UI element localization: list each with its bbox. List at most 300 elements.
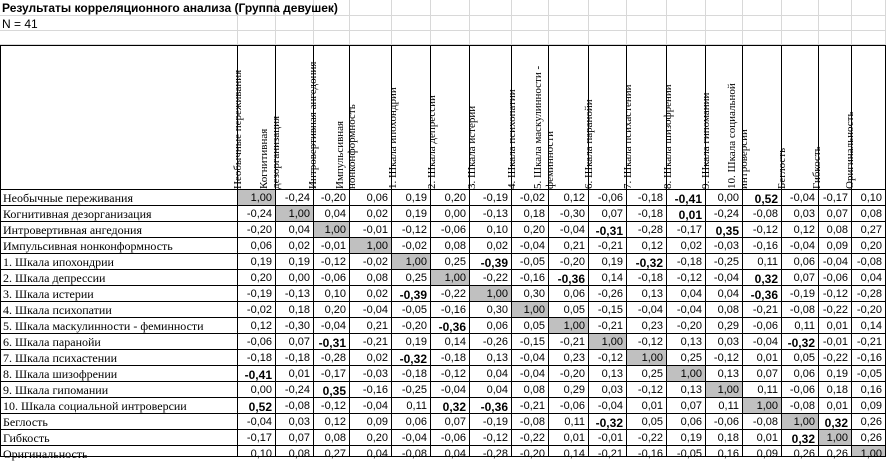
row-label[interactable]: 1. Шкала ипохондрии (0, 254, 238, 270)
correlation-cell[interactable]: -0,06 (743, 318, 782, 334)
correlation-cell[interactable]: -0,22 (819, 350, 852, 366)
empty-cell[interactable] (470, 0, 512, 16)
correlation-cell[interactable]: 0,04 (706, 286, 743, 302)
correlation-cell[interactable]: -0,36 (549, 270, 589, 286)
correlation-cell[interactable]: -0,12 (667, 270, 706, 286)
empty-cell[interactable] (431, 31, 470, 45)
correlation-cell[interactable]: -0,22 (512, 430, 549, 446)
correlation-cell[interactable]: -0,20 (667, 318, 706, 334)
correlation-cell[interactable]: 0,07 (276, 334, 314, 350)
correlation-cell[interactable]: 0,11 (743, 382, 782, 398)
correlation-cell[interactable]: -0,05 (667, 446, 706, 457)
correlation-cell[interactable]: -0,04 (350, 302, 392, 318)
correlation-cell[interactable]: 1,00 (549, 318, 589, 334)
correlation-cell[interactable]: -0,18 (392, 366, 431, 382)
correlation-cell[interactable]: -0,12 (314, 254, 350, 270)
correlation-cell[interactable]: -0,06 (706, 414, 743, 430)
empty-cell[interactable] (549, 0, 589, 16)
correlation-cell[interactable]: 1,00 (667, 366, 706, 382)
correlation-cell[interactable]: 0,11 (392, 398, 431, 414)
empty-cell[interactable] (314, 31, 350, 45)
correlation-cell[interactable]: -0,20 (314, 190, 350, 206)
correlation-cell[interactable]: -0,39 (392, 286, 431, 302)
correlation-cell[interactable]: -0,13 (276, 286, 314, 302)
correlation-cell[interactable]: -0,20 (549, 366, 589, 382)
correlation-cell[interactable]: -0,32 (627, 254, 667, 270)
correlation-cell[interactable]: 0,13 (667, 382, 706, 398)
correlation-cell[interactable]: 1,00 (350, 238, 392, 254)
correlation-cell[interactable]: 0,26 (819, 446, 852, 457)
correlation-cell[interactable]: -0,08 (512, 414, 549, 430)
correlation-cell[interactable]: 0,20 (350, 430, 392, 446)
correlation-cell[interactable]: -0,18 (276, 350, 314, 366)
empty-cell[interactable] (350, 16, 392, 31)
correlation-cell[interactable]: 0,32 (819, 414, 852, 430)
correlation-cell[interactable]: 0,06 (782, 254, 819, 270)
column-header[interactable] (844, 45, 886, 190)
blank-row-cell[interactable] (0, 31, 238, 45)
correlation-cell[interactable]: -0,02 (350, 254, 392, 270)
correlation-cell[interactable]: 0,09 (819, 238, 852, 254)
empty-cell[interactable] (350, 31, 392, 45)
correlation-cell[interactable]: -0,01 (589, 430, 627, 446)
correlation-cell[interactable]: -0,04 (431, 382, 470, 398)
correlation-cell[interactable]: 0,19 (276, 254, 314, 270)
empty-cell[interactable] (819, 31, 852, 45)
empty-cell[interactable] (627, 16, 667, 31)
correlation-cell[interactable]: 0,27 (314, 446, 350, 457)
correlation-cell[interactable]: 0,00 (431, 206, 470, 222)
empty-cell[interactable] (276, 31, 314, 45)
correlation-cell[interactable]: -0,03 (706, 238, 743, 254)
empty-cell[interactable] (238, 16, 276, 31)
correlation-cell[interactable]: 1,00 (743, 398, 782, 414)
correlation-cell[interactable]: 0,06 (470, 318, 512, 334)
row-label[interactable]: Импульсивная нонконформность (0, 238, 238, 254)
correlation-cell[interactable]: 0,23 (549, 350, 589, 366)
correlation-cell[interactable]: -0,13 (470, 206, 512, 222)
correlation-cell[interactable]: 0,00 (706, 190, 743, 206)
empty-cell[interactable] (238, 31, 276, 45)
correlation-cell[interactable]: -0,05 (852, 366, 886, 382)
empty-cell[interactable] (470, 16, 512, 31)
correlation-cell[interactable]: -0,02 (392, 238, 431, 254)
correlation-cell[interactable]: 0,00 (276, 270, 314, 286)
correlation-cell[interactable]: 0,02 (350, 286, 392, 302)
correlation-cell[interactable]: -0,26 (589, 286, 627, 302)
empty-cell[interactable] (512, 31, 549, 45)
empty-cell[interactable] (392, 31, 431, 45)
correlation-cell[interactable]: 1,00 (392, 254, 431, 270)
correlation-cell[interactable]: -0,32 (392, 350, 431, 366)
correlation-cell[interactable]: 0,04 (350, 446, 392, 457)
correlation-cell[interactable]: 0,07 (819, 206, 852, 222)
correlation-cell[interactable]: -0,21 (589, 238, 627, 254)
correlation-cell[interactable]: 1,00 (852, 446, 886, 457)
correlation-cell[interactable]: 0,19 (589, 254, 627, 270)
correlation-cell[interactable]: 0,16 (706, 446, 743, 457)
correlation-cell[interactable]: -0,12 (589, 350, 627, 366)
correlation-cell[interactable]: -0,04 (782, 190, 819, 206)
correlation-cell[interactable]: 0,03 (706, 334, 743, 350)
correlation-cell[interactable]: -0,24 (238, 206, 276, 222)
correlation-cell[interactable]: 0,14 (852, 318, 886, 334)
correlation-cell[interactable]: -0,04 (819, 254, 852, 270)
correlation-cell[interactable]: -0,06 (238, 334, 276, 350)
correlation-cell[interactable]: -0,16 (512, 270, 549, 286)
correlation-cell[interactable]: -0,21 (512, 398, 549, 414)
row-label[interactable]: 6. Шкала паранойи (0, 334, 238, 350)
correlation-cell[interactable]: -0,20 (549, 254, 589, 270)
correlation-cell[interactable]: 0,12 (627, 238, 667, 254)
correlation-cell[interactable]: 0,23 (627, 318, 667, 334)
correlation-cell[interactable]: -0,06 (589, 190, 627, 206)
correlation-cell[interactable]: -0,36 (470, 398, 512, 414)
correlation-cell[interactable]: -0,16 (431, 302, 470, 318)
correlation-cell[interactable]: -0,28 (852, 286, 886, 302)
correlation-cell[interactable]: 0,06 (392, 414, 431, 430)
empty-cell[interactable] (706, 16, 743, 31)
correlation-cell[interactable]: 1,00 (314, 222, 350, 238)
column-header[interactable] (622, 45, 667, 190)
correlation-cell[interactable]: -0,25 (706, 254, 743, 270)
correlation-cell[interactable]: -0,24 (276, 382, 314, 398)
empty-cell[interactable] (470, 31, 512, 45)
correlation-cell[interactable]: 0,07 (431, 414, 470, 430)
correlation-cell[interactable]: 0,26 (782, 446, 819, 457)
correlation-cell[interactable]: 1,00 (470, 286, 512, 302)
empty-cell[interactable] (782, 31, 819, 45)
correlation-cell[interactable]: 0,20 (852, 238, 886, 254)
correlation-cell[interactable]: -0,04 (512, 238, 549, 254)
empty-cell[interactable] (782, 16, 819, 31)
correlation-cell[interactable]: 0,08 (512, 382, 549, 398)
row-label[interactable]: Беглость (0, 414, 238, 430)
correlation-cell[interactable]: -0,17 (238, 430, 276, 446)
correlation-cell[interactable]: 1,00 (238, 190, 276, 206)
correlation-cell[interactable]: -0,19 (470, 190, 512, 206)
correlation-cell[interactable]: 0,10 (852, 190, 886, 206)
empty-cell[interactable] (549, 16, 589, 31)
row-label[interactable]: 3. Шкала истерии (0, 286, 238, 302)
correlation-cell[interactable]: -0,20 (238, 222, 276, 238)
correlation-cell[interactable]: 0,00 (238, 382, 276, 398)
correlation-cell[interactable]: 0,01 (276, 366, 314, 382)
correlation-cell[interactable]: -0,28 (314, 350, 350, 366)
empty-cell[interactable] (512, 0, 549, 16)
correlation-cell[interactable]: 0,08 (431, 238, 470, 254)
correlation-cell[interactable]: -0,30 (276, 318, 314, 334)
correlation-cell[interactable]: -0,31 (589, 222, 627, 238)
correlation-cell[interactable]: -0,36 (743, 286, 782, 302)
correlation-cell[interactable]: -0,18 (667, 254, 706, 270)
correlation-cell[interactable]: -0,28 (627, 222, 667, 238)
correlation-cell[interactable]: -0,21 (589, 318, 627, 334)
empty-cell[interactable] (852, 16, 886, 31)
correlation-cell[interactable]: 0,07 (782, 270, 819, 286)
correlation-cell[interactable]: 0,08 (350, 270, 392, 286)
correlation-cell[interactable]: 0,04 (431, 446, 470, 457)
correlation-cell[interactable]: -0,22 (819, 302, 852, 318)
correlation-cell[interactable]: -0,16 (350, 382, 392, 398)
correlation-cell[interactable]: 0,30 (470, 302, 512, 318)
empty-cell[interactable] (276, 16, 314, 31)
correlation-cell[interactable]: 0,20 (314, 302, 350, 318)
correlation-cell[interactable]: 0,19 (667, 430, 706, 446)
correlation-cell[interactable]: -0,18 (627, 190, 667, 206)
correlation-cell[interactable]: -0,21 (549, 334, 589, 350)
row-label[interactable]: 9. Шкала гипомании (0, 382, 238, 398)
correlation-cell[interactable]: -0,08 (392, 446, 431, 457)
row-label[interactable]: Необычные переживания (0, 190, 238, 206)
correlation-cell[interactable]: 0,09 (743, 446, 782, 457)
correlation-cell[interactable]: 0,13 (706, 366, 743, 382)
correlation-cell[interactable]: 0,32 (743, 270, 782, 286)
empty-cell[interactable] (852, 0, 886, 16)
correlation-cell[interactable]: -0,21 (852, 334, 886, 350)
correlation-cell[interactable]: 0,03 (782, 206, 819, 222)
correlation-cell[interactable]: 1,00 (782, 414, 819, 430)
correlation-cell[interactable]: 0,25 (392, 270, 431, 286)
correlation-cell[interactable]: 0,07 (589, 206, 627, 222)
correlation-cell[interactable]: -0,31 (314, 334, 350, 350)
correlation-cell[interactable]: 0,06 (350, 190, 392, 206)
correlation-cell[interactable]: -0,19 (782, 286, 819, 302)
correlation-cell[interactable]: -0,22 (470, 270, 512, 286)
row-label[interactable]: 4. Шкала психопатии (0, 302, 238, 318)
correlation-cell[interactable]: 0,32 (782, 430, 819, 446)
correlation-cell[interactable]: 0,02 (350, 350, 392, 366)
correlation-cell[interactable]: -0,18 (627, 206, 667, 222)
correlation-cell[interactable]: 0,04 (667, 286, 706, 302)
correlation-cell[interactable]: 0,35 (706, 222, 743, 238)
row-label[interactable]: Когнитивная дезорганизация (0, 206, 238, 222)
correlation-cell[interactable]: -0,36 (431, 318, 470, 334)
correlation-cell[interactable]: 0,11 (549, 414, 589, 430)
sheet-title[interactable]: Результаты корреляционного анализа (Группа девушек) (0, 0, 420, 16)
correlation-cell[interactable]: -0,02 (238, 302, 276, 318)
row-label[interactable]: Интровертивная ангедония (0, 222, 238, 238)
correlation-cell[interactable]: 1,00 (589, 334, 627, 350)
correlation-cell[interactable]: 0,20 (431, 190, 470, 206)
correlation-cell[interactable]: -0,18 (238, 350, 276, 366)
correlation-cell[interactable]: 0,01 (819, 318, 852, 334)
correlation-cell[interactable]: 0,10 (314, 286, 350, 302)
correlation-cell[interactable]: 0,05 (782, 350, 819, 366)
correlation-cell[interactable]: 0,09 (350, 414, 392, 430)
correlation-cell[interactable]: 0,08 (819, 222, 852, 238)
correlation-cell[interactable]: -0,04 (627, 302, 667, 318)
correlation-cell[interactable]: -0,04 (314, 318, 350, 334)
correlation-cell[interactable]: -0,17 (314, 366, 350, 382)
empty-cell[interactable] (431, 16, 470, 31)
correlation-cell[interactable]: 0,08 (852, 206, 886, 222)
correlation-cell[interactable]: 0,10 (238, 446, 276, 457)
correlation-cell[interactable]: 0,06 (782, 366, 819, 382)
empty-cell[interactable] (549, 31, 589, 45)
correlation-cell[interactable]: 0,08 (314, 430, 350, 446)
correlation-cell[interactable]: 0,18 (276, 302, 314, 318)
n-label[interactable]: N = 41 (0, 16, 238, 31)
correlation-cell[interactable]: 0,05 (549, 302, 589, 318)
correlation-cell[interactable]: -0,15 (512, 334, 549, 350)
correlation-cell[interactable]: 0,20 (238, 270, 276, 286)
correlation-cell[interactable]: -0,08 (852, 254, 886, 270)
correlation-cell[interactable]: -0,12 (627, 382, 667, 398)
correlation-cell[interactable]: 0,04 (470, 382, 512, 398)
correlation-cell[interactable]: 0,07 (743, 366, 782, 382)
correlation-cell[interactable]: 0,21 (350, 318, 392, 334)
correlation-cell[interactable]: 0,04 (314, 206, 350, 222)
correlation-cell[interactable]: -0,06 (549, 398, 589, 414)
correlation-cell[interactable]: -0,30 (549, 206, 589, 222)
correlation-cell[interactable]: 0,19 (392, 190, 431, 206)
correlation-cell[interactable]: 0,29 (706, 318, 743, 334)
row-label[interactable]: 8. Шкала шизофрении (0, 366, 238, 382)
correlation-cell[interactable]: 0,06 (238, 238, 276, 254)
correlation-cell[interactable]: -0,03 (350, 366, 392, 382)
correlation-cell[interactable]: 0,05 (627, 414, 667, 430)
correlation-cell[interactable]: -0,20 (392, 318, 431, 334)
correlation-cell[interactable]: -0,21 (743, 302, 782, 318)
correlation-cell[interactable]: -0,12 (743, 222, 782, 238)
correlation-cell[interactable]: -0,08 (743, 206, 782, 222)
correlation-cell[interactable]: -0,24 (276, 190, 314, 206)
empty-cell[interactable] (782, 0, 819, 16)
correlation-cell[interactable]: -0,17 (667, 222, 706, 238)
correlation-cell[interactable]: 1,00 (431, 270, 470, 286)
empty-cell[interactable] (819, 16, 852, 31)
correlation-cell[interactable]: 0,14 (589, 270, 627, 286)
correlation-cell[interactable]: 0,01 (627, 398, 667, 414)
correlation-cell[interactable]: 0,52 (238, 398, 276, 414)
correlation-cell[interactable]: -0,06 (431, 222, 470, 238)
correlation-cell[interactable]: -0,12 (392, 222, 431, 238)
empty-cell[interactable] (627, 31, 667, 45)
correlation-cell[interactable]: 1,00 (512, 302, 549, 318)
correlation-cell[interactable]: -0,04 (589, 398, 627, 414)
correlation-cell[interactable]: 0,18 (819, 382, 852, 398)
correlation-cell[interactable]: -0,04 (743, 334, 782, 350)
correlation-cell[interactable]: 0,32 (431, 398, 470, 414)
correlation-cell[interactable]: -0,20 (512, 446, 549, 457)
row-label[interactable]: 7. Шкала психастении (0, 350, 238, 366)
row-label[interactable]: Оригинальность (0, 446, 238, 457)
correlation-cell[interactable]: -0,12 (431, 366, 470, 382)
correlation-cell[interactable]: 0,16 (852, 382, 886, 398)
correlation-cell[interactable]: -0,17 (819, 190, 852, 206)
correlation-cell[interactable]: 1,00 (706, 382, 743, 398)
correlation-cell[interactable]: 0,25 (627, 366, 667, 382)
correlation-cell[interactable]: -0,05 (512, 254, 549, 270)
correlation-cell[interactable]: -0,19 (238, 286, 276, 302)
correlation-cell[interactable]: 0,02 (350, 206, 392, 222)
correlation-cell[interactable]: 0,02 (667, 238, 706, 254)
correlation-cell[interactable]: -0,04 (512, 366, 549, 382)
correlation-cell[interactable]: -0,12 (314, 398, 350, 414)
correlation-cell[interactable]: -0,24 (706, 206, 743, 222)
correlation-cell[interactable]: 0,11 (743, 254, 782, 270)
correlation-cell[interactable]: 0,02 (276, 238, 314, 254)
correlation-cell[interactable]: -0,16 (852, 350, 886, 366)
correlation-cell[interactable]: -0,01 (314, 238, 350, 254)
correlation-cell[interactable]: 0,06 (549, 286, 589, 302)
correlation-cell[interactable]: -0,21 (589, 446, 627, 457)
correlation-cell[interactable]: 0,18 (512, 206, 549, 222)
correlation-cell[interactable]: 0,21 (549, 238, 589, 254)
correlation-cell[interactable]: -0,08 (276, 398, 314, 414)
correlation-cell[interactable]: -0,22 (431, 286, 470, 302)
correlation-cell[interactable]: 0,04 (276, 222, 314, 238)
correlation-cell[interactable]: -0,20 (852, 302, 886, 318)
correlation-cell[interactable]: 0,13 (470, 350, 512, 366)
correlation-cell[interactable]: -0,04 (350, 398, 392, 414)
correlation-cell[interactable]: 0,19 (819, 366, 852, 382)
correlation-cell[interactable]: 0,19 (238, 254, 276, 270)
empty-cell[interactable] (667, 0, 706, 16)
correlation-cell[interactable]: 0,35 (314, 382, 350, 398)
correlation-cell[interactable]: -0,12 (819, 286, 852, 302)
correlation-cell[interactable]: -0,06 (819, 270, 852, 286)
correlation-cell[interactable]: 0,12 (549, 190, 589, 206)
correlation-cell[interactable]: -0,08 (782, 302, 819, 318)
empty-cell[interactable] (706, 0, 743, 16)
correlation-cell[interactable]: 0,01 (549, 430, 589, 446)
correlation-cell[interactable]: 0,20 (512, 222, 549, 238)
correlation-cell[interactable]: -0,04 (706, 270, 743, 286)
correlation-cell[interactable]: 0,27 (852, 222, 886, 238)
correlation-cell[interactable]: 1,00 (627, 350, 667, 366)
correlation-cell[interactable]: 0,09 (852, 398, 886, 414)
correlation-cell[interactable]: -0,05 (392, 302, 431, 318)
correlation-cell[interactable]: 0,02 (470, 238, 512, 254)
empty-cell[interactable] (392, 16, 431, 31)
correlation-cell[interactable]: 0,12 (314, 414, 350, 430)
correlation-cell[interactable]: 0,26 (852, 430, 886, 446)
empty-cell[interactable] (852, 31, 886, 45)
correlation-cell[interactable]: 0,11 (782, 318, 819, 334)
correlation-cell[interactable]: 1,00 (819, 430, 852, 446)
correlation-cell[interactable]: 0,12 (782, 222, 819, 238)
correlation-cell[interactable]: -0,04 (512, 350, 549, 366)
empty-cell[interactable] (667, 31, 706, 45)
correlation-cell[interactable]: -0,12 (470, 430, 512, 446)
correlation-cell[interactable]: -0,06 (782, 382, 819, 398)
correlation-cell[interactable]: 0,19 (392, 334, 431, 350)
correlation-cell[interactable]: 0,08 (276, 446, 314, 457)
correlation-cell[interactable]: -0,41 (238, 366, 276, 382)
empty-cell[interactable] (627, 0, 667, 16)
correlation-cell[interactable]: 0,14 (431, 334, 470, 350)
correlation-cell[interactable]: 0,25 (431, 254, 470, 270)
correlation-cell[interactable]: -0,08 (743, 414, 782, 430)
correlation-cell[interactable]: -0,06 (314, 270, 350, 286)
row-label[interactable]: 10. Шкала социальной интроверсии (0, 398, 238, 414)
correlation-cell[interactable]: -0,28 (470, 446, 512, 457)
correlation-cell[interactable]: 0,52 (743, 190, 782, 206)
empty-cell[interactable] (667, 16, 706, 31)
empty-cell[interactable] (431, 0, 470, 16)
correlation-cell[interactable]: -0,19 (470, 414, 512, 430)
correlation-cell[interactable]: 0,01 (743, 350, 782, 366)
correlation-cell[interactable]: -0,01 (819, 334, 852, 350)
correlation-cell[interactable]: 0,05 (512, 318, 549, 334)
correlation-cell[interactable]: 0,01 (743, 430, 782, 446)
correlation-cell[interactable]: 0,30 (512, 286, 549, 302)
empty-cell[interactable] (819, 0, 852, 16)
empty-cell[interactable] (589, 31, 627, 45)
correlation-cell[interactable]: 0,14 (549, 446, 589, 457)
